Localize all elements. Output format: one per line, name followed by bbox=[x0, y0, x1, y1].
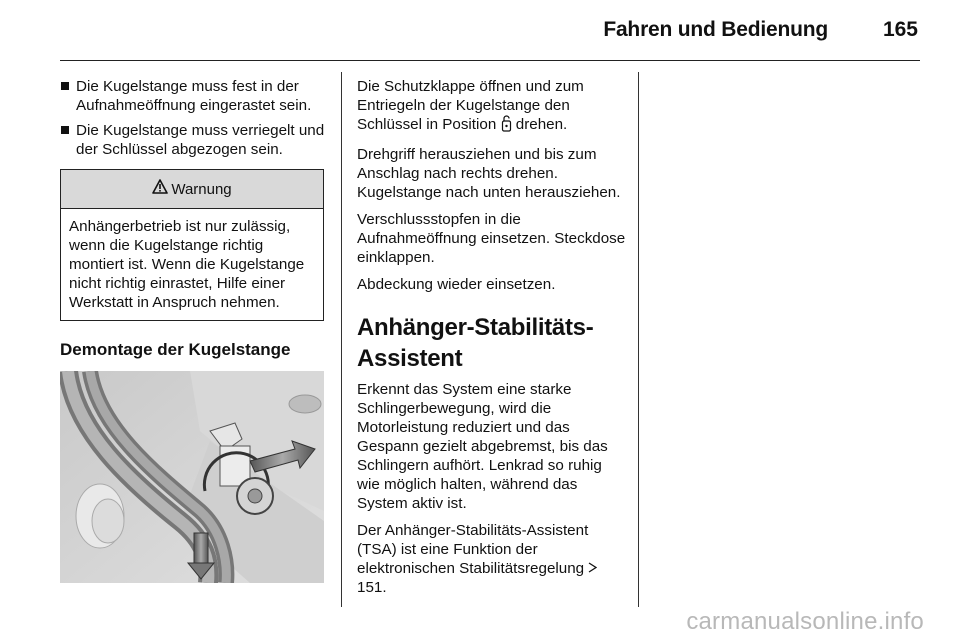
section-heading: Anhänger-Stabilitäts-Assistent bbox=[357, 314, 594, 372]
paragraph: Verschlussstopfen in die Aufnahmeöffnung einsetzen. Steckdose einklappen. bbox=[357, 211, 626, 266]
page-header-title: Fahren und Bedienung bbox=[603, 18, 828, 41]
paragraph bbox=[357, 521, 627, 597]
warning-header bbox=[61, 170, 323, 209]
key-position-icon bbox=[501, 115, 512, 137]
warning-title: Warnung bbox=[171, 180, 232, 198]
section-subheading: Demontage der Kugelstange bbox=[60, 340, 291, 359]
header-divider bbox=[60, 60, 920, 61]
warning-box bbox=[60, 169, 324, 321]
list-item: Die Kugelstange muss verriegelt und der Schlüssel abgezogen sein. bbox=[60, 121, 328, 159]
page-reference-icon bbox=[588, 560, 597, 577]
left-column bbox=[60, 77, 328, 583]
column-divider-right bbox=[638, 72, 639, 607]
warning-triangle-icon bbox=[152, 179, 168, 199]
paragraph: Abdeckung wieder einsetzen. bbox=[357, 276, 556, 293]
watermark: carmanualsonline.info bbox=[686, 608, 924, 635]
column-divider-left bbox=[341, 72, 342, 607]
paragraph-text: drehen. bbox=[515, 116, 568, 133]
paragraph bbox=[357, 77, 627, 137]
requirements-list bbox=[60, 77, 328, 159]
page-reference-link[interactable]: 151. bbox=[357, 579, 387, 596]
paragraph: Drehgriff herausziehen und bis zum Anschlag nach rechts drehen. Kugelstange nach unten herausziehen. bbox=[357, 146, 621, 201]
paragraph-text: Die Schutzklappe öffnen und zum Entriegeln der Kugelstange den Schlüssel in Position bbox=[357, 78, 584, 133]
tow-bar-removal-illustration bbox=[60, 371, 324, 583]
paragraph: Erkennt das System eine starke Schlingerbewegung, wird die Motorleistung reduziert und das Gespann gezielt abgebremst, bis das Schlingern aufhört. Lenkrad so ruhig wie möglich halten, während das System aktiv ist. bbox=[357, 381, 608, 512]
warning-text: Anhängerbetrieb ist nur zulässig, wenn die Kugelstange richtig montiert ist. Wenn die Kugelstange nicht richtig einrastet, Hilfe einer Werkstatt in Anspruch nehmen. bbox=[69, 218, 305, 311]
paragraph-text: Der Anhänger-Stabilitäts-Assistent (TSA) ist eine Funktion der elektronischen Stabilitätsregelung bbox=[357, 522, 589, 577]
list-item: Die Kugelstange muss fest in der Aufnahmeöffnung eingerastet sein. bbox=[60, 77, 328, 115]
page-number: 165 bbox=[882, 18, 918, 41]
right-column bbox=[357, 77, 627, 605]
